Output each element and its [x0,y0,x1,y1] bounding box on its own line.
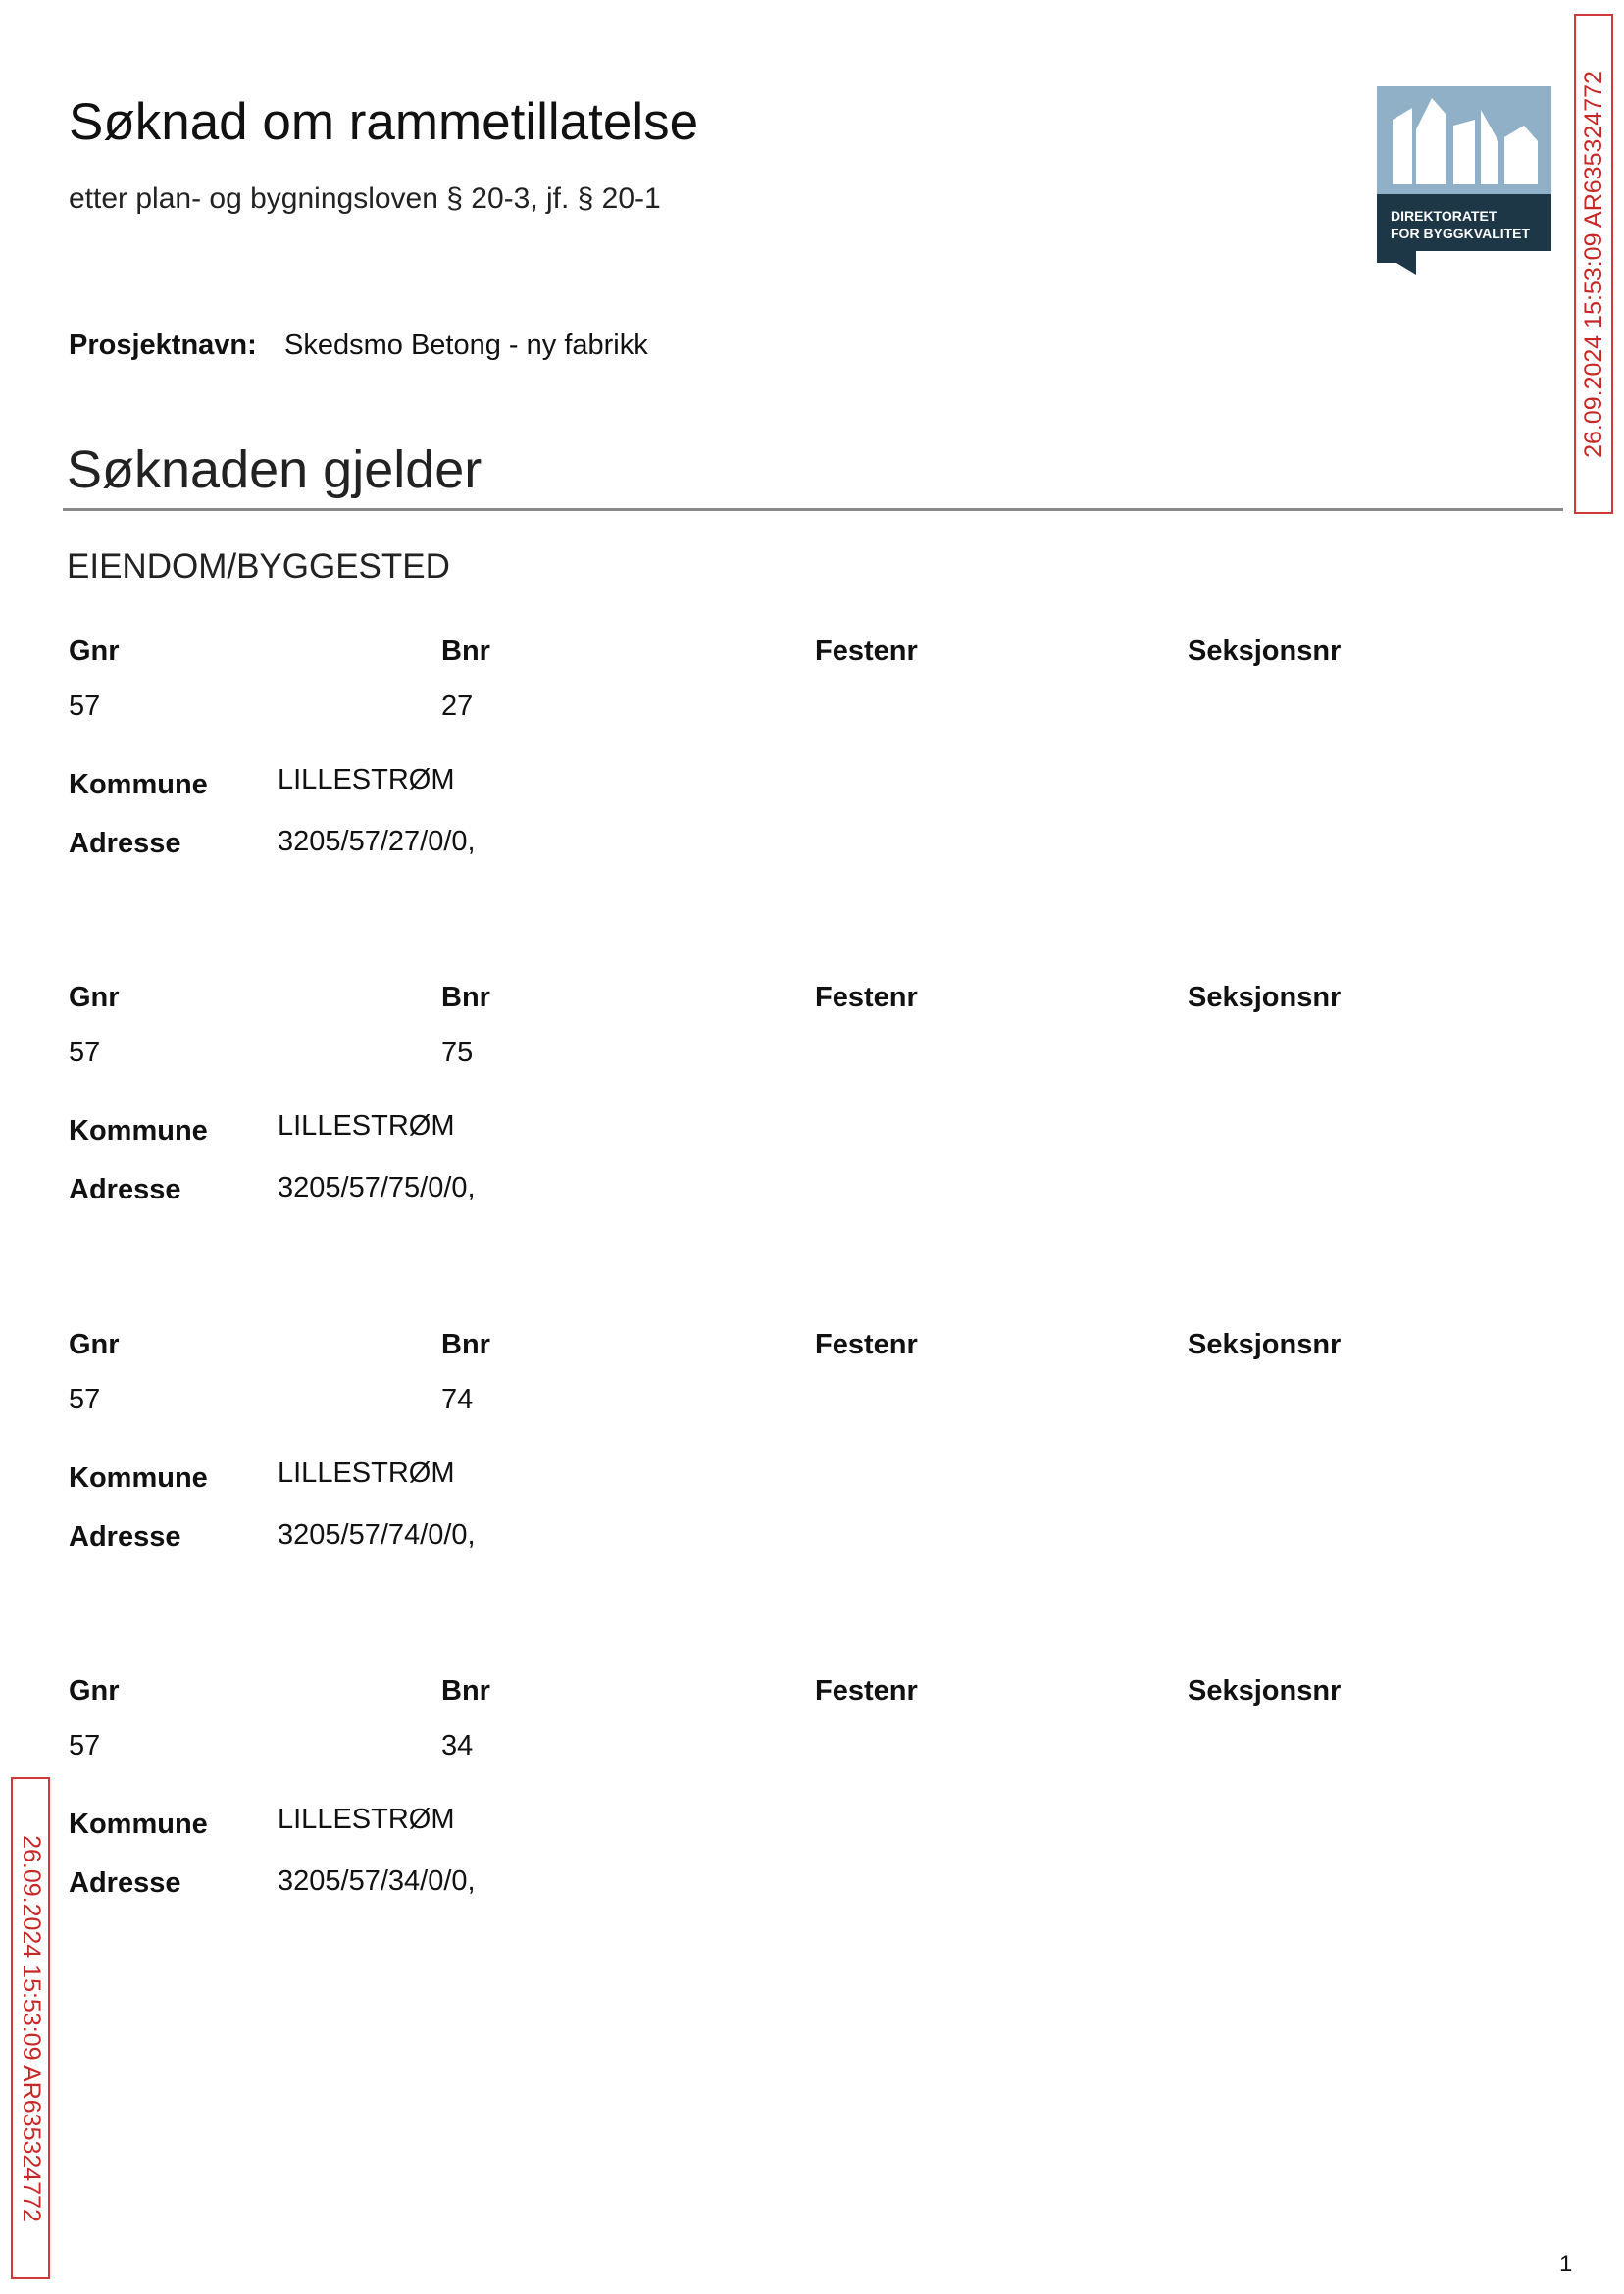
bnr-value: 27 [441,690,474,722]
logo-line-2: FOR BYGGKVALITET [1391,226,1531,241]
property-block [0,984,1624,1278]
kommune-value: LILLESTRØM [278,764,455,795]
bnr-label: Bnr [441,1329,490,1360]
dibk-logo-icon [1377,86,1551,275]
timestamp-stamp-text: 26.09.2024 15:53:09 AR635324772 [1579,70,1607,458]
gnr-label: Gnr [69,1675,120,1707]
timestamp-stamp-left [11,1777,50,2279]
gnr-label: Gnr [69,982,120,1013]
logo-line-1: DIREKTORATET [1391,208,1497,224]
kommune-value: LILLESTRØM [278,1804,455,1835]
gnr-value: 57 [69,1730,101,1761]
kommune-label: Kommune [69,1462,208,1494]
property-block [0,1677,1624,1971]
property-block [0,637,1624,932]
project-label: Prosjektnavn: [69,330,257,361]
bnr-value: 34 [441,1730,474,1761]
section-divider [63,508,1563,511]
timestamp-stamp-text: 26.09.2024 15:53:09 AR635324772 [17,1834,45,2222]
kommune-value: LILLESTRØM [278,1110,455,1142]
gnr-label: Gnr [69,1329,120,1360]
adresse-label: Adresse [69,1521,181,1553]
gnr-value: 57 [69,1384,101,1415]
adresse-value: 3205/57/74/0/0, [278,1519,476,1551]
adresse-label: Adresse [69,1867,181,1899]
adresse-value: 3205/57/75/0/0, [278,1172,476,1203]
document-subtitle: etter plan- og bygningsloven § 20-3, jf. § 20-1 [69,182,661,215]
festenr-label: Festenr [815,982,918,1013]
kommune-label: Kommune [69,1115,208,1147]
page-number: 1 [1559,2251,1573,2277]
gnr-value: 57 [69,690,101,722]
kommune-label: Kommune [69,1809,208,1840]
adresse-value: 3205/57/27/0/0, [278,826,476,857]
gnr-label: Gnr [69,636,120,667]
property-block [0,1331,1624,1625]
bnr-label: Bnr [441,1675,490,1707]
adresse-value: 3205/57/34/0/0, [278,1865,476,1897]
timestamp-stamp-right [1574,14,1613,514]
adresse-label: Adresse [69,1174,181,1205]
bnr-value: 74 [441,1384,474,1415]
seksjonsnr-label: Seksjonsnr [1188,1329,1342,1360]
gnr-value: 57 [69,1037,101,1068]
bnr-label: Bnr [441,636,490,667]
document-title: Søknad om rammetillatelse [69,93,699,151]
kommune-value: LILLESTRØM [278,1457,455,1489]
bnr-label: Bnr [441,982,490,1013]
festenr-label: Festenr [815,636,918,667]
section-subheading: EIENDOM/BYGGESTED [67,547,450,586]
seksjonsnr-label: Seksjonsnr [1188,982,1342,1013]
adresse-label: Adresse [69,828,181,859]
festenr-label: Festenr [815,1329,918,1360]
project-value: Skedsmo Betong - ny fabrikk [284,330,648,361]
festenr-label: Festenr [815,1675,918,1707]
seksjonsnr-label: Seksjonsnr [1188,1675,1342,1707]
bnr-value: 75 [441,1037,474,1068]
section-heading: Søknaden gjelder [67,440,482,499]
seksjonsnr-label: Seksjonsnr [1188,636,1342,667]
kommune-label: Kommune [69,769,208,800]
